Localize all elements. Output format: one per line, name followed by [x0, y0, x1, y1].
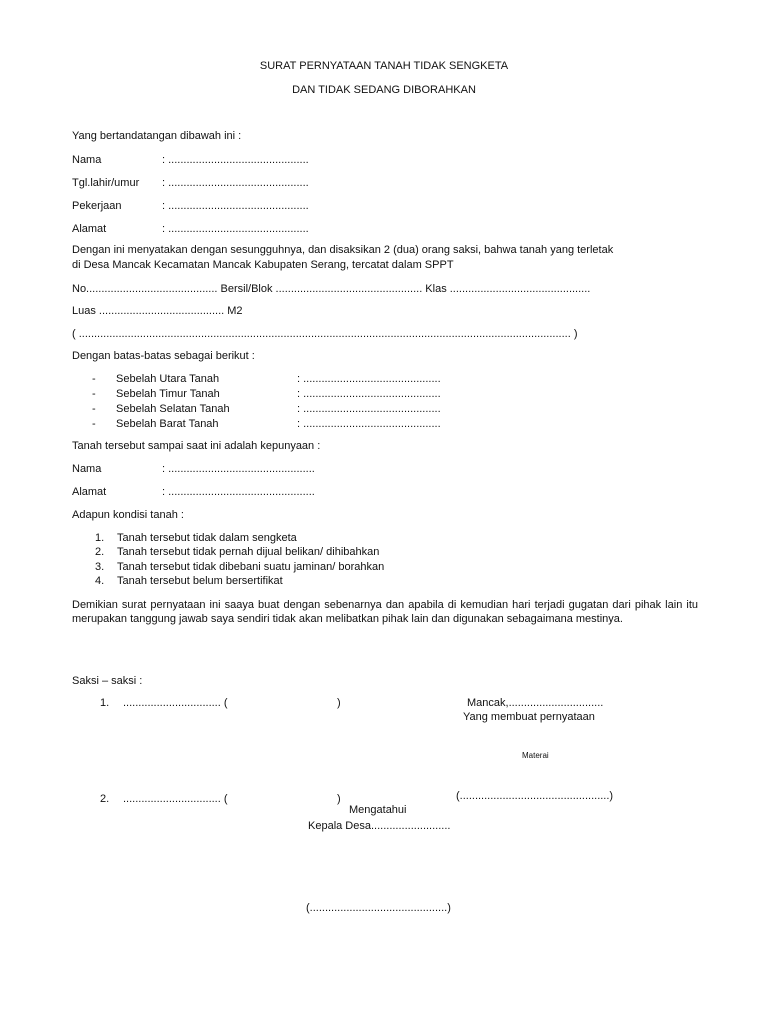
kondisi-item: [95, 575, 283, 588]
saksi-1-close: ): [337, 697, 341, 709]
mengetahui-label: Mengatahui: [349, 804, 407, 816]
kondisi-item: [95, 532, 297, 545]
kondisi-text: Tanah tersebut tidak dibebani suatu jaminan/ borahkan: [117, 561, 385, 573]
signer-alamat-value: : ..............................................: [162, 223, 309, 235]
owner-alamat-value: : ................................................: [162, 486, 315, 498]
batas-utara-value: : .............................................: [297, 373, 441, 385]
kondisi-num: 1.: [95, 532, 105, 544]
batas-bullet: -: [92, 403, 96, 415]
kondisi-heading: Adapun kondisi tanah :: [72, 509, 184, 521]
batas-bullet: -: [92, 388, 96, 400]
place-date: Mancak,...............................: [467, 697, 604, 709]
saksi-1-dots: ................................ (: [123, 697, 228, 709]
maker-label: Yang membuat pernyataan: [463, 711, 595, 723]
saksi-2-close: ): [337, 793, 341, 805]
kondisi-item: [95, 561, 384, 574]
saksi-heading: Saksi – saksi :: [72, 675, 143, 687]
saksi-2-num: 2.: [100, 793, 110, 805]
batas-bullet: -: [92, 418, 96, 430]
owner-nama-label: Nama: [72, 463, 102, 475]
signer-pekerjaan-label: Pekerjaan: [72, 200, 122, 212]
owner-heading: Tanah tersebut sampai saat ini adalah kepunyaan :: [72, 440, 321, 452]
statement-line-2: di Desa Mancak Kecamatan Mancak Kabupaten Serang, tercatat dalam SPPT: [72, 259, 454, 271]
batas-timur-value: : .............................................: [297, 388, 441, 400]
title-line-1: SURAT PERNYATAAN TANAH TIDAK SENGKETA: [259, 60, 509, 72]
kondisi-text: Tanah tersebut belum bersertifikat: [117, 575, 283, 587]
saksi-1-num: 1.: [100, 697, 110, 709]
sppt-no-line: No........................................... Bersil/Blok ................................................ Klas ..............................................: [72, 283, 591, 295]
batas-bullet: -: [92, 373, 96, 385]
owner-nama-value: : ................................................: [162, 463, 315, 475]
signer-tgl-value: : ..............................................: [162, 177, 309, 189]
luas-line: Luas ......................................... M2: [72, 305, 243, 317]
signer-nama-label: Nama: [72, 154, 102, 166]
intro-text: Yang bertandatangan dibawah ini :: [72, 130, 242, 142]
saksi-2-dots: ................................ (: [123, 793, 228, 805]
statement-line-1: Dengan ini menyatakan dengan sesungguhnya, dan disaksikan 2 (dua) orang saksi, bahwa tanah yang terletak: [72, 244, 614, 256]
title-line-2: DAN TIDAK SEDANG DIBORAHKAN: [292, 84, 476, 96]
kondisi-item: [95, 546, 379, 559]
batas-heading: Dengan batas-batas sebagai berikut :: [72, 350, 255, 362]
luas-words-line: ( ................................................................................................................................................................. ): [72, 328, 578, 340]
kepala-desa-label: Kepala Desa..........................: [308, 820, 451, 832]
kondisi-num: 3.: [95, 561, 105, 573]
kondisi-num: 2.: [95, 546, 105, 558]
closing-paragraph: Demikian surat pernyataan ini saaya buat dengan sebenarnya dan apabila di kemudian hari terjadi gugatan dari pihak lain itu merupakan tanggung jawab saya sendiri tidak akan melibatkan pihak lain dan digunakan sebagaimana mestinya.: [72, 599, 698, 625]
batas-barat-label: Sebelah Barat Tanah: [116, 418, 219, 430]
signer-alamat-label: Alamat: [72, 223, 107, 235]
kepala-desa-signature: (.............................................): [306, 902, 451, 914]
kondisi-text: Tanah tersebut tidak dalam sengketa: [117, 532, 297, 544]
batas-selatan-value: : .............................................: [297, 403, 441, 415]
batas-barat-value: : .............................................: [297, 418, 441, 430]
batas-utara-label: Sebelah Utara Tanah: [116, 373, 220, 385]
materai-label: Materai: [522, 751, 549, 760]
owner-alamat-label: Alamat: [72, 486, 107, 498]
batas-timur-label: Sebelah Timur Tanah: [116, 388, 220, 400]
batas-selatan-label: Sebelah Selatan Tanah: [116, 403, 230, 415]
maker-signature: (.................................................): [456, 790, 614, 802]
signer-pekerjaan-value: : ..............................................: [162, 200, 309, 212]
kondisi-text: Tanah tersebut tidak pernah dijual belikan/ dihibahkan: [117, 546, 380, 558]
signer-tgl-label: Tgl.lahir/umur: [72, 177, 140, 189]
signer-nama-value: : ..............................................: [162, 154, 309, 166]
kondisi-num: 4.: [95, 575, 105, 587]
